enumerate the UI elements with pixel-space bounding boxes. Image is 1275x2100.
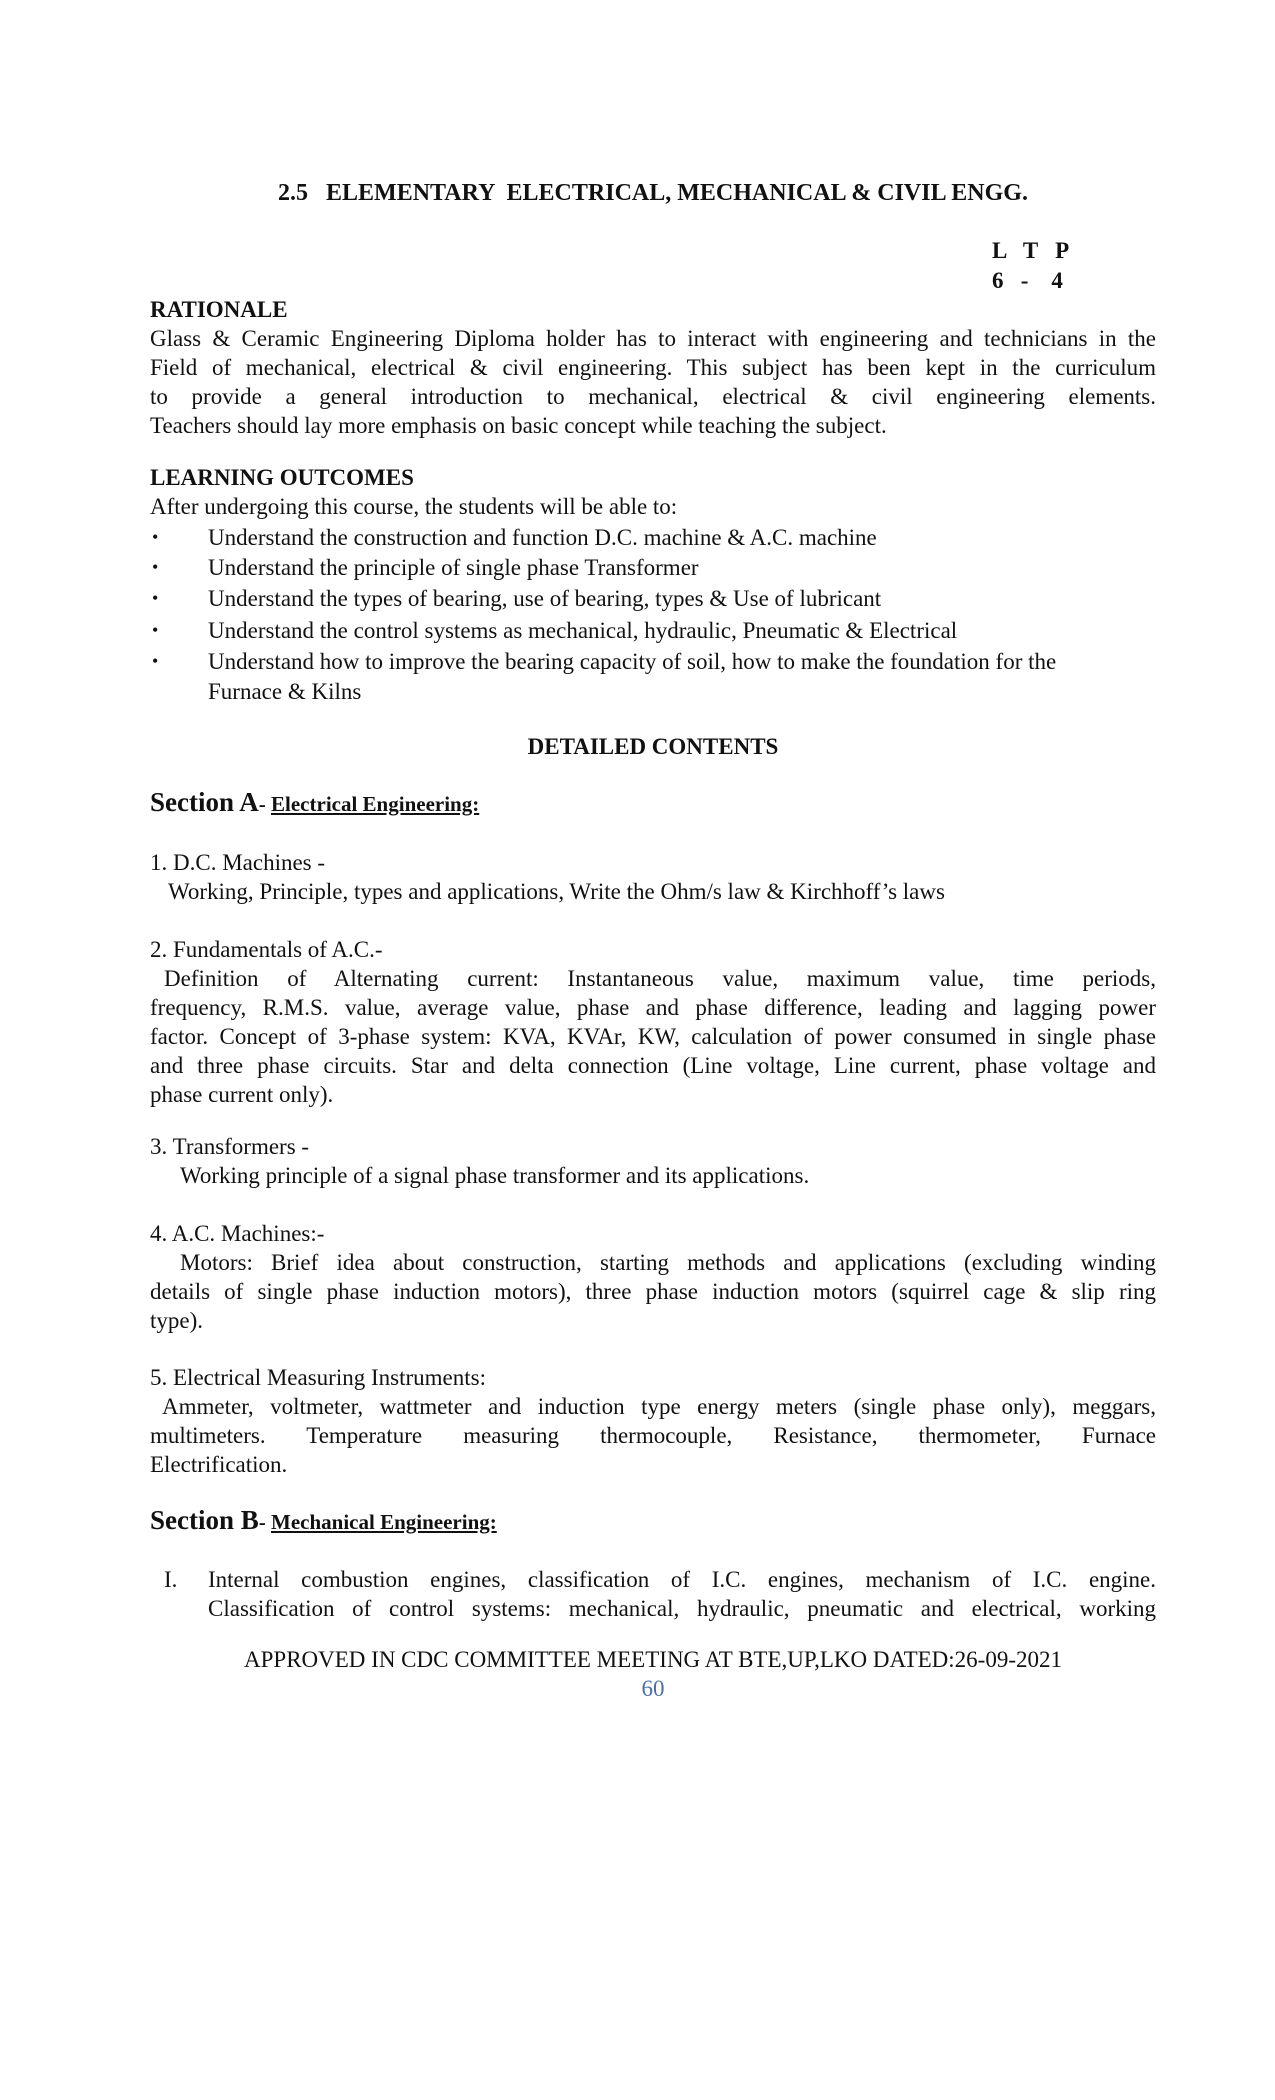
bullet-icon: • <box>152 557 159 577</box>
list-item-text: Furnace & Kilns <box>208 679 362 704</box>
ltp-values: 6 - 4 <box>992 268 1063 293</box>
section-b-label: Section B <box>150 1505 259 1535</box>
topic-line: Motors: Brief idea about construction, starting methods and applications (excluding winding <box>180 1250 1156 1275</box>
learning-outcomes-intro: After undergoing this course, the students will be able to: <box>150 494 678 519</box>
rationale-paragraph <box>150 324 1156 440</box>
topic-line: Electrification. <box>150 1452 288 1477</box>
topic-line: type). <box>150 1308 204 1333</box>
list-item-text: Understand the principle of single phase Transformer <box>208 555 699 580</box>
topic-line: Working principle of a signal phase transformer and its applications. <box>180 1163 810 1188</box>
rationale-heading: RATIONALE <box>150 297 288 322</box>
page-number: 60 <box>641 1676 665 1701</box>
topic-title: 5. Electrical Measuring Instruments: <box>150 1365 486 1390</box>
section-b-dash: - <box>258 1510 272 1534</box>
topic-title: 3. Transformers - <box>150 1134 310 1159</box>
detailed-contents-heading: DETAILED CONTENTS <box>527 734 779 759</box>
approval-footer: APPROVED IN CDC COMMITTEE MEETING AT BTE,UP,LKO DATED:26-09-2021 <box>244 1647 1062 1672</box>
ltp-header: L T P <box>992 238 1070 263</box>
topic-line: multimeters. Temperature measuring thermocouple, Resistance, thermometer, Furnace <box>150 1423 1156 1448</box>
rationale-line: Field of mechanical, electrical & civil engineering. This subject has been kept in the curriculum <box>150 355 1156 380</box>
section-a-dash: - <box>258 792 272 816</box>
topic-line: details of single phase induction motors), three phase induction motors (squirrel cage & slip ring <box>150 1279 1156 1304</box>
topic-title: 1. D.C. Machines - <box>150 850 326 875</box>
topic-line: Ammeter, voltmeter, wattmeter and induction type energy meters (single phase only), meggars, <box>162 1394 1156 1419</box>
topic-paragraph <box>150 1248 1156 1335</box>
section-a-subtitle: Electrical Engineering: <box>271 792 480 816</box>
item-number: I. <box>164 1567 178 1592</box>
topic-line: frequency, R.M.S. value, average value, phase and phase difference, leading and lagging power <box>150 995 1156 1020</box>
bullet-icon: • <box>152 588 159 608</box>
topic-line: and three phase circuits. Star and delta connection (Line voltage, Line current, phase voltage and <box>150 1053 1156 1078</box>
section-b-subtitle: Mechanical Engineering: <box>271 1510 497 1534</box>
section-a-label: Section A <box>150 787 259 817</box>
bullet-icon: • <box>152 620 159 640</box>
item-line: Classification of control systems: mechanical, hydraulic, pneumatic and electrical, working <box>208 1596 1156 1621</box>
bullet-icon: • <box>152 527 159 547</box>
list-item-text: Understand the construction and function D.C. machine & A.C. machine <box>208 525 877 550</box>
section-b-paragraph <box>208 1565 1156 1623</box>
bullet-icon: • <box>152 651 159 671</box>
topic-title: 4. A.C. Machines:- <box>150 1221 325 1246</box>
topic-line: factor. Concept of 3-phase system: KVA, KVAr, KW, calculation of power consumed in single phase <box>150 1024 1156 1049</box>
rationale-line: Teachers should lay more emphasis on basic concept while teaching the subject. <box>150 413 887 438</box>
topic-title: 2. Fundamentals of A.C.- <box>150 937 383 962</box>
list-item-text: Understand the control systems as mechanical, hydraulic, Pneumatic & Electrical <box>208 618 958 643</box>
list-item-text: Understand the types of bearing, use of bearing, types & Use of lubricant <box>208 586 882 611</box>
rationale-line: Glass & Ceramic Engineering Diploma holder has to interact with engineering and technicians in the <box>150 326 1156 351</box>
list-item-text: Understand how to improve the bearing capacity of soil, how to make the foundation for the <box>208 649 1057 674</box>
topic-line: Definition of Alternating current: Instantaneous value, maximum value, time periods, <box>164 966 1156 991</box>
learning-outcomes-heading: LEARNING OUTCOMES <box>150 465 414 490</box>
topic-line: phase current only). <box>150 1082 334 1107</box>
item-line: Internal combustion engines, classification of I.C. engines, mechanism of I.C. engine. <box>208 1567 1156 1592</box>
topic-line: Working, Principle, types and applications, Write the Ohm/s law & Kirchhoff’s laws <box>168 879 945 904</box>
course-title: 2.5 ELEMENTARY ELECTRICAL, MECHANICAL & CIVIL ENGG. <box>278 180 1028 206</box>
section-a-heading <box>150 787 479 818</box>
topic-paragraph <box>150 1392 1156 1479</box>
section-b-heading <box>150 1505 497 1536</box>
rationale-line: to provide a general introduction to mechanical, electrical & civil engineering elements. <box>150 384 1156 409</box>
topic-paragraph <box>150 964 1156 1109</box>
